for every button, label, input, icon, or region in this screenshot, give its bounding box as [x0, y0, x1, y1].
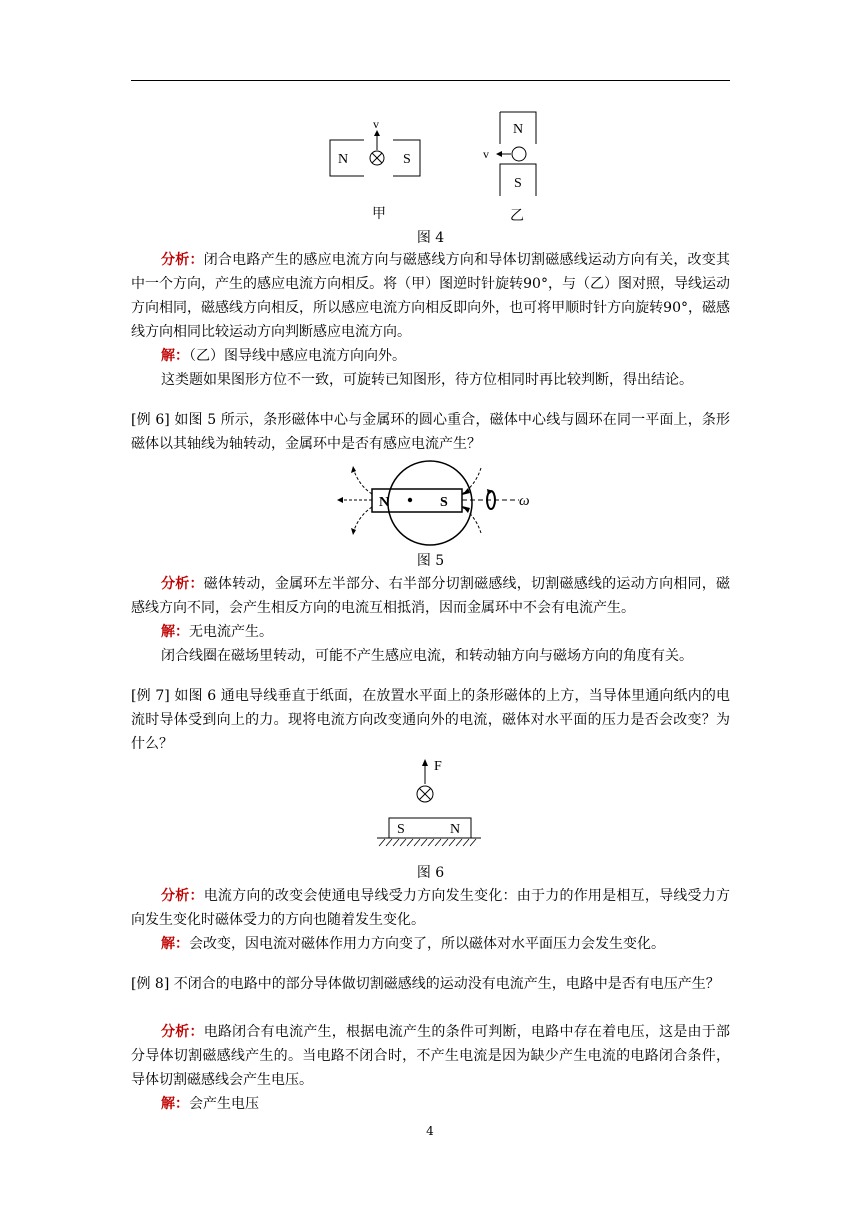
ex8-answer-text: 会产生电压 — [189, 1096, 259, 1112]
ex6-analysis-label: 分析： — [161, 576, 204, 592]
figure-6-caption: 图 6 — [416, 865, 445, 881]
ex7-analysis-text: 电流方向的改变会使通电导线受力方向发生变化：由于力的作用是相互，导线受力方向发生变化时磁体受力的方向也随着发生变化。 — [131, 888, 731, 928]
ex5-analysis-label: 分析： — [161, 252, 204, 268]
yi-s-label: S — [514, 176, 522, 191]
ex7-question: [例 7] 如图 6 通电导线垂直于纸面，在放置水平面上的条形磁体的上方，当导体里通向纸内的电流时导体受到向上的力。现将电流方向改变通向外的电流，磁体对水平面的压力是否会改变？为什么？ — [131, 688, 730, 752]
ex6-analysis — [131, 572, 730, 620]
ex8-analysis — [131, 1020, 730, 1092]
magnet-s-label-6: S — [397, 822, 405, 837]
ex8-analysis-text: 电路闭合有电流产生，根据电流产生的条件可判断，电路中存在着电压，这是由于部分导体切割磁感线产生的。当电路不闭合时，不产生电流是因为缺少产生电流的电路闭合条件，导体切割磁感线会产生电压。 — [131, 1024, 731, 1088]
ex5-answer — [131, 344, 730, 368]
ex5-answer-label: 解： — [161, 348, 189, 364]
ex8-analysis-label: 分析： — [161, 1024, 204, 1040]
ex5-analysis — [131, 248, 730, 344]
figure-4-jia — [330, 117, 420, 176]
yi-v-label: v — [483, 147, 489, 161]
label-yi: 乙 — [510, 209, 524, 224]
jia-n-label: N — [338, 152, 349, 167]
figure-5-caption: 图 5 — [416, 553, 445, 569]
ex5-analysis-text: 闭合电路产生的感应电流方向与磁感线方向和导体切割磁感线运动方向有关，改变其中一个方向，产生的感应电流方向相反。将（甲）图逆时针旋转90°，与（乙）图对照，导线运动方向相同，磁感线方向相反，所以感应电流方向相反即向外，也可将甲顺时针方向旋转90°，磁感线方向相同比较运动方向判断感应电流方向。 — [131, 252, 731, 340]
ex8-question: [例 8] 不闭合的电路中的部分导体做切割磁感线的运动没有电流产生，电路中是否有电压产生？ — [131, 976, 720, 992]
ex7-analysis — [131, 884, 730, 932]
header-rule — [131, 80, 730, 81]
figure-6 — [375, 752, 485, 852]
omega-label: ω — [519, 493, 530, 509]
figure-4-yi — [483, 112, 536, 196]
force-label: F — [434, 759, 442, 774]
ex6-note: 闭合线圈在磁场里转动，可能不产生感应电流，和转动轴方向与磁场方向的角度有关。 — [161, 648, 693, 664]
ex6-answer — [131, 620, 730, 644]
figure-4-caption: 图 4 — [416, 230, 445, 246]
metal-ring — [388, 461, 472, 545]
ex6-analysis-text: 磁体转动，金属环左半部分、右半部分切割磁感线，切割磁感线的运动方向相同，磁感线方向不同，会产生相反方向的电流互相抵消，因而金属环中不会有电流产生。 — [131, 576, 731, 616]
ex7-analysis-label: 分析： — [161, 888, 204, 904]
ex5-note: 这类题如果图形方位不一致，可旋转已知图形，待方位相同时再比较判断，得出结论。 — [161, 372, 693, 388]
ex6-answer-label: 解： — [161, 624, 189, 640]
ex5-answer-text: （乙）图导线中感应电流方向向外。 — [189, 348, 406, 364]
ex7-answer-text: 会改变，因电流对磁体作用力方向变了，所以磁体对水平面压力会发生变化。 — [189, 936, 665, 952]
jia-v-label: v — [373, 117, 379, 131]
magnet-n-label-6: N — [450, 822, 461, 837]
ex6-question: [例 6] 如图 5 所示，条形磁体中心与金属环的圆心重合，磁体中心线与圆环在同一平面上，条形磁体以其轴线为轴转动，金属环中是否有感应电流产生？ — [131, 412, 730, 452]
ex8-answer-label: 解： — [161, 1096, 189, 1112]
yi-n-label: N — [513, 122, 524, 137]
ex7-answer-label: 解： — [161, 936, 189, 952]
magnet-n-label: N — [379, 495, 390, 510]
magnet-s-label: S — [440, 495, 448, 510]
figure-5 — [335, 458, 535, 548]
ex6-answer-text: 无电流产生。 — [189, 624, 273, 640]
jia-s-label: S — [403, 152, 411, 167]
figure-4 — [320, 108, 550, 228]
label-jia: 甲 — [372, 207, 386, 222]
ex8-answer — [131, 1092, 730, 1116]
ex7-answer — [131, 932, 730, 956]
page-number: 4 — [426, 1124, 434, 1138]
